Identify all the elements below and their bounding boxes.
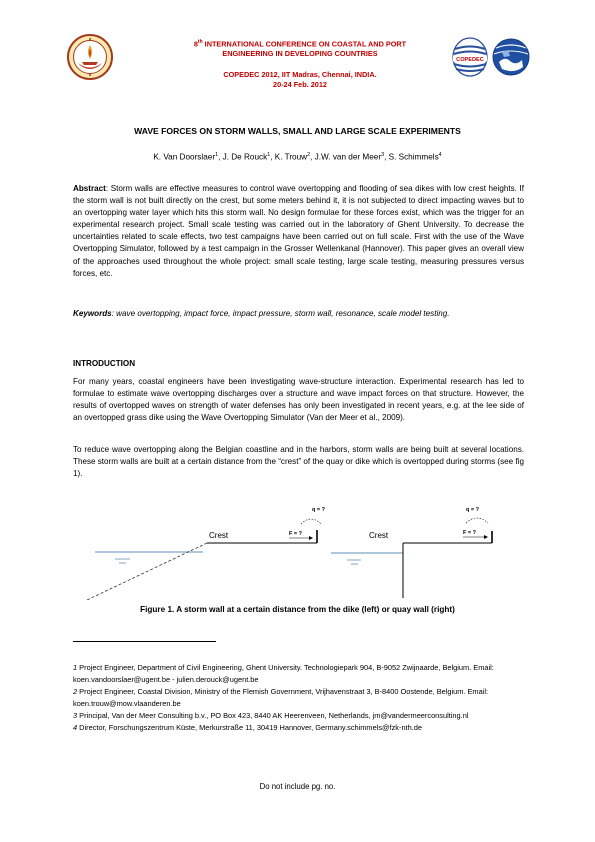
left-force-arrow (309, 536, 313, 540)
left-discharge-label: q = ? (312, 507, 325, 513)
right-overtopping-arrow (466, 518, 488, 523)
conference-header (150, 37, 450, 90)
abstract (73, 183, 524, 280)
author-list: K. Van Doorslaer$^1$, J. De Rouck$^1$, K. Trouw$^2$, J.W. van der Meer$^3$, S. Schimmels$^4$ (153, 152, 442, 162)
left-force-label: F = ? (289, 531, 302, 537)
paper-title: WAVE FORCES ON STORM WALLS, SMALL AND LARGE SCALE EXPERIMENTS (134, 126, 461, 136)
footnote-4: 4 Director, Forschungszentrum Küste, Merkurstraße 11, 30419 Hannover, Germany.schimmels@fzk-nth.de (73, 723, 422, 733)
conference-line-2: ENGINEERING IN DEVELOPING COUNTRIES (222, 49, 378, 59)
abstract-text: : Storm walls are effective measures to control wave overtopping and flooding of sea dikes with low crest heights. If the storm wall is not built directly on the crest, but some meters behind it, it is not subjected to direct impacting waves but to an overtopping water layer which hits this storm wall. No design formulae for these forces exist, which was the trigger for an experimental research project. Small scale testing was carried out in the laboratory of Ghent University. To decrease the uncertainties related to scale effects, two test campaigns have been carried out on full scale. First with the use of the Wave Overtopping Simulator, followed by a test campaign in the Grosser Wellenkanal (Hannover). This paper gives an overall view of the approaches used throughout the whole project: small scale testing, large scale testing, measuring pressures versus forces, etc. (73, 184, 524, 278)
footnote-2: 2 Project Engineer, Coastal Division, Ministry of the Flemish Government, Vrijhavenstraat 3, B-8400 Oostende, Belgium. Email: koen.trouw@mow.vlaanderen.be (73, 687, 489, 709)
conference-venue: COPEDEC 2012, IIT Madras, Chennai, INDIA. (223, 70, 377, 80)
footnote-1: 1 Project Engineer, Department of Civil Engineering, Ghent University. Technologiepark 904, B-9052 Zwijnaarde, Belgium. Email: koen.vandoorslaer@ugent.be - julien.derouck@ugent.be (73, 663, 494, 685)
intro-paragraph-2: To reduce wave overtopping along the Belgian coastline and in the harbors, storm walls are being built at several locations. These storm walls are built at a certain distance from the “crest” of the quay or dike which is overtopped during storms (see fig 1). (73, 445, 524, 479)
copedec-logo-text: COPEDEC (456, 57, 484, 63)
right-force-label: F = ? (463, 530, 476, 536)
figure-storm-wall-diagram (85, 500, 505, 600)
keywords (73, 308, 524, 320)
right-crest-label: Crest (369, 531, 389, 540)
left-crest-label: Crest (209, 531, 229, 540)
copedec-logo (450, 34, 532, 80)
footnote-separator (73, 641, 216, 642)
intro-paragraph-1: For many years, coastal engineers have been investigating wave-structure interaction. Experimental research has led to formulae to estimate wave overtopping discharges over a structure and wave impact forces on that structure. However, the results of overtopped waves on strength of water defenses has only been investigated in recent years, e.g. at the lee side of an overtopped grass dike using the Wave Overtopping Simulator (Van der Meer et al., 2009). (73, 377, 524, 423)
keywords-label: Keywords (73, 309, 112, 318)
right-discharge-label: q = ? (466, 507, 479, 513)
conference-line-1: 8th INTERNATIONAL CONFERENCE ON COASTAL AND PORT (193, 39, 407, 49)
section-heading-introduction: INTRODUCTION (73, 359, 136, 368)
footnote-3: 3 Principal, Van der Meer Consulting b.v., PO Box 423, 8440 AK Heerenveen, Netherlands, jm@vandermeerconsulting.nl (73, 711, 469, 721)
figure-caption: Figure 1. A storm wall at a certain distance from the dike (left) or quay wall (right) (140, 605, 455, 614)
iit-madras-logo (64, 32, 116, 82)
keywords-text: : wave overtopping, impact force, impact pressure, storm wall, resonance, scale model testing. (111, 309, 450, 318)
abstract-label: Abstract (73, 184, 106, 193)
left-overtopping-arrow (301, 519, 321, 524)
conference-dates: 20-24 Feb. 2012 (273, 80, 327, 90)
footnotes (73, 662, 524, 735)
page-number-note: Do not include pg. no. (259, 782, 336, 791)
right-force-arrow (484, 535, 488, 539)
